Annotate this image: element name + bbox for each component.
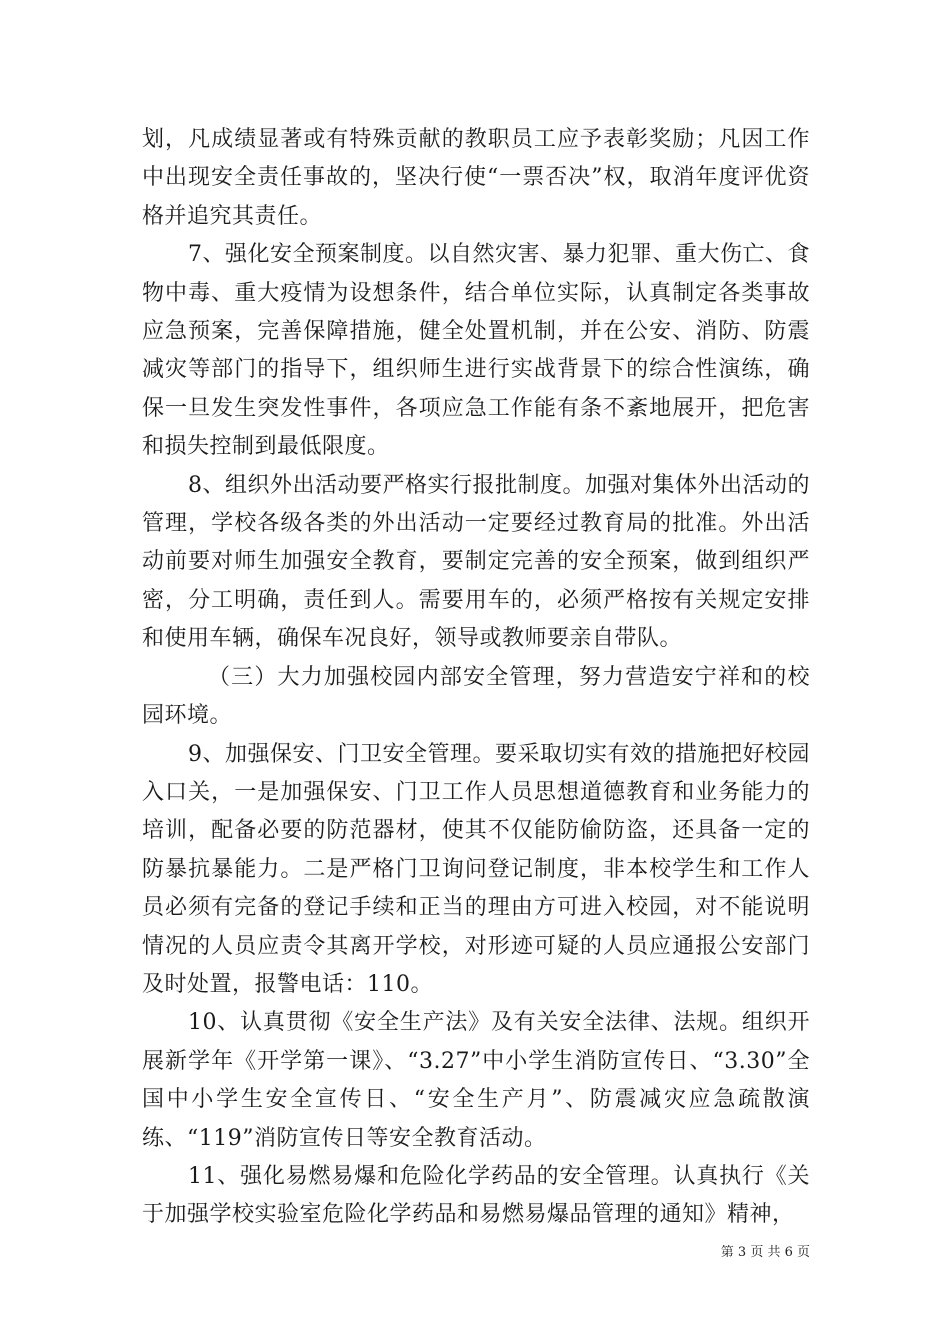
paragraph-item-9: 9、加强保安、门卫安全管理。要采取切实有效的措施把好校园入口关，一是加强保安、门卫工作人员思想道德教育和业务能力的培训，配备必要的防范器材，使其不仅能防偷防盗，还具备一定的防暴抗暴能力。二是严格门卫询问登记制度，非本校学生和工作人员必须有完备的登记手续和正当的理由方可进入校园，对不能说明情况的人员应责令其离开学校，对形迹可疑的人员应通报公安部门及时处置，报警电话：110。 — [142, 741, 810, 997]
page-number: 第 3 页 共 6 页 — [720, 1245, 810, 1260]
paragraph-continuation: 划，凡成绩显著或有特殊贡献的教职员工应予表彰奖励；凡因工作中出现安全责任事故的，坚决行使“一票否决”权，取消年度评优资格并追究其责任。 — [142, 127, 810, 229]
paragraph-item-11: 11、强化易燃易爆和危险化学药品的安全管理。认真执行《关于加强学校实验室危险化学药品和易燃易爆品管理的通知》精神， — [142, 1163, 810, 1228]
paragraph-item-7: 7、强化安全预案制度。以自然灾害、暴力犯罪、重大伤亡、食物中毒、重大疫情为设想条件，结合单位实际，认真制定各类事故应急预案，完善保障措施，健全处置机制，并在公安、消防、防震减灾等部门的指导下，组织师生进行实战背景下的综合性演练，确保一旦发生突发性事件，各项应急工作能有条不紊地展开，把危害和损失控制到最低限度。 — [142, 242, 810, 460]
document-body — [142, 121, 810, 1235]
paragraph-item-8: 8、组织外出活动要严格实行报批制度。加强对集体外出活动的管理，学校各级各类的外出活动一定要经过教育局的批准。外出活动前要对师生加强安全教育，要制定完善的安全预案，做到组织严密，分工明确，责任到人。需要用车的，必须严格按有关规定安排和使用车辆，确保车况良好，领导或教师要亲自带队。 — [142, 472, 810, 652]
section-heading-3: （三）大力加强校园内部安全管理，努力营造安宁祥和的校园环境。 — [142, 664, 810, 729]
paragraph-item-10: 10、认真贯彻《安全生产法》及有关安全法律、法规。组织开展新学年《开学第一课》、“3.27”中小学生消防宣传日、“3.30”全国中小学生安全宣传日、“安全生产月”、防震减灾应急疏散演练、“119”消防宣传日等安全教育活动。 — [142, 1010, 810, 1151]
